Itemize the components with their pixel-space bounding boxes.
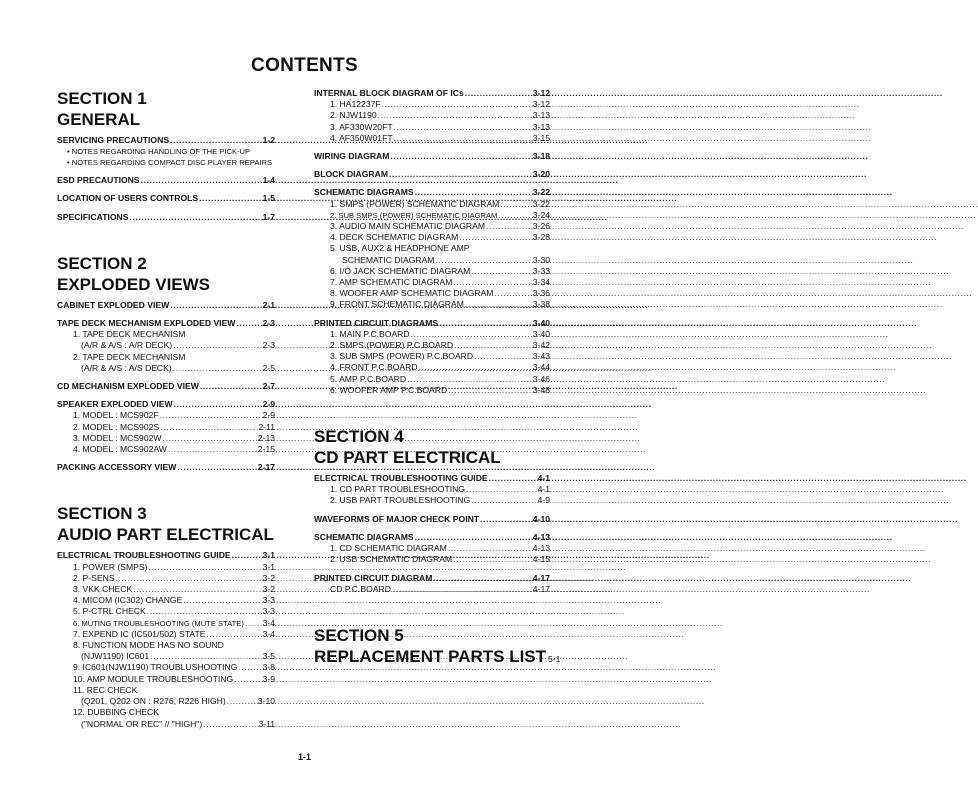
toc-sub-item-9[interactable]: 9. IC601(NJW1190) TROUBLUSHOOTING ..... 3-8 [57, 662, 275, 673]
toc-entry-servicing[interactable]: SERVICING PRECAUTIONS ..... 1-2 [57, 135, 275, 146]
section-5-heading: SECTION 5 [314, 625, 404, 645]
toc-entry-audio-troubleshooting[interactable]: ELECTRICAL TROUBLESHOOTING GUIDE ..... 3-1 [57, 550, 275, 561]
toc-entry-cd-schematic[interactable]: SCHEMATIC DIAGRAMS ..... 4-13 [314, 532, 550, 543]
page-title: CONTENTS [251, 55, 358, 76]
section-2-heading: SECTION 2 [57, 253, 147, 273]
toc-sub-cd-pcb[interactable]: CD P.C.BOARD ..... 4-17 [314, 584, 550, 595]
toc-sub-tape-2: 2. TAPE DECK MECHANISM [73, 351, 186, 362]
toc-sub-schematic-5: 5. USB, AUX2 & HEADPHONE AMP [330, 243, 470, 254]
toc-sub-model[interactable]: 3. MODEL : MCS902W ..... 2-13 [57, 433, 275, 444]
toc-entry-schematic[interactable]: SCHEMATIC DIAGRAMS ..... 3-22 [314, 187, 550, 198]
toc-sub-tape-1-deck[interactable]: (A/R & A/S : A/R DECK) ..... 2-3 [57, 340, 275, 351]
toc-sub-ic[interactable]: 3. AF330W20FT ..... 3-13 [314, 122, 550, 133]
toc-entry-block[interactable]: BLOCK DIAGRAM ..... 3-20 [314, 169, 550, 180]
toc-sub-ic[interactable]: 4. AF350W01FT ..... 3-15 [314, 133, 550, 144]
toc-sub-item[interactable]: 5. P-CTRL CHECK ..... 3-3 [57, 606, 275, 617]
toc-sub-item-8: 8. FUNCTION MODE HAS NO SOUND [73, 640, 224, 651]
toc-sub-schematic-5-detail[interactable]: SCHEMATIC DIAGRAM ..... 3-30 [314, 255, 550, 266]
toc-sub-pcb[interactable]: 3. SUB SMPS (POWER) P.C.BOARD ..... 3-43 [314, 351, 550, 362]
toc-entry-tape-deck[interactable]: TAPE DECK MECHANISM EXPLODED VIEW ..... 2-3 [57, 318, 275, 329]
section-3-title: AUDIO PART ELECTRICAL [57, 525, 274, 545]
toc-entry-internal-block[interactable]: INTERNAL BLOCK DIAGRAM OF ICs ..... 3-12 [314, 88, 550, 99]
toc-sub-schematic[interactable]: 4. DECK SCHEMATIC DIAGRAM ..... 3-28 [314, 232, 550, 243]
toc-note-pickup: • NOTES REGARDING HANDLING OF THE PICK-UP [67, 147, 251, 157]
toc-entry-printed-circuit[interactable]: PRINTED CIRCUIT DIAGRAMS ..... 3-40 [314, 318, 550, 329]
toc-sub-item[interactable]: 6. MUTING TROUBLESHOOTING (MUTE STATE) ..... 3-4 [57, 618, 275, 629]
left-column [57, 88, 275, 730]
toc-sub-pcb[interactable]: 5. AMP P.C.BOARD ..... 3-46 [314, 374, 550, 385]
toc-sub-item[interactable]: 7. EXPEND IC (IC501/502) STATE ..... 3-4 [57, 629, 275, 640]
toc-sub-item-8-ic[interactable]: (NJW1190) IC601 ..... 3-5 [57, 651, 275, 662]
toc-sub-schematic[interactable]: 3. AUDIO MAIN SCHEMATIC DIAGRAM ..... 3-26 [314, 221, 550, 232]
toc-sub-model[interactable]: 2. MODEL : MCS902S ..... 2-11 [57, 422, 275, 433]
toc-sub-ic[interactable]: 1. HA12237F ..... 3-12 [314, 99, 550, 110]
toc-entry-cd-troubleshooting[interactable]: ELECTRICAL TROUBLESHOOTING GUIDE ..... 4-1 [314, 473, 550, 484]
toc-sub-schematic[interactable]: 6. I/O JACK SCHEMATIC DIAGRAM ..... 3-33 [314, 266, 550, 277]
toc-sub-tape-1: 1. TAPE DECK MECHANISM [73, 329, 186, 340]
toc-entry-location[interactable]: LOCATION OF USERS CONTROLS ..... 1-5 [57, 193, 275, 204]
toc-sub-item-11-detail[interactable]: (Q201, Q202 ON : R276, R226 HIGH) ..... 3-10 [57, 696, 275, 707]
page-number: 1-1 [297, 752, 311, 762]
toc-sub-item[interactable]: 4. MICOM (IC302) CHANGE ..... 3-3 [57, 595, 275, 606]
right-column [314, 88, 561, 667]
toc-sub-item[interactable]: 2. P-SENS ..... 3-2 [57, 573, 275, 584]
toc-sub-schematic[interactable]: 1. SMPS (POWER) SCHEMATIC DIAGRAM ..... 3-22 [314, 199, 550, 210]
toc-entry-waveforms[interactable]: WAVEFORMS OF MAJOR CHECK POINT ..... 4-10 [314, 514, 550, 525]
toc-entry-cd-mechanism[interactable]: CD MECHANISM EXPLODED VIEW ..... 2-7 [57, 381, 275, 392]
section-4-title: CD PART ELECTRICAL [314, 448, 501, 468]
toc-sub-ic[interactable]: 2. NJW1190 ..... 3-13 [314, 110, 550, 121]
toc-sub-schematic[interactable]: 7. AMP SCHEMATIC DIAGRAM ..... 3-34 [314, 277, 550, 288]
toc-sub-item-11: 11. REC CHECK [73, 684, 138, 695]
section-2-title: EXPLODED VIEWS [57, 274, 211, 294]
toc-sub-item[interactable]: 1. CD PART TROUBLESHOOTING ..... 4-1 [314, 484, 550, 495]
toc-note-cd-repairs: • NOTES REGARDING COMPACT DISC PLAYER REPAIRS [67, 158, 273, 168]
section-4-heading: SECTION 4 [314, 427, 404, 447]
section-3-heading: SECTION 3 [57, 504, 147, 524]
toc-sub-item[interactable]: 2. USB PART TROUBLESHOOTING ..... 4-9 [314, 495, 550, 506]
toc-entry-cabinet[interactable]: CABINET EXPLODED VIEW ..... 2-1 [57, 300, 275, 311]
toc-sub-item[interactable]: 1. CD SCHEMATIC DIAGRAM ..... 4-13 [314, 543, 550, 554]
toc-sub-model[interactable]: 4. MODEL : MCS902AW ..... 2-15 [57, 444, 275, 455]
toc-sub-item[interactable]: 2. USB SCHEMATIC DIAGRAM ..... 4-15 [314, 554, 550, 565]
toc-entry-specifications[interactable]: SPECIFICATIONS ..... 1-7 [57, 212, 275, 223]
toc-sub-item[interactable]: 1. POWER (SMPS) ..... 3-1 [57, 562, 275, 573]
toc-entry-replacement-parts[interactable]: REPLACEMENT PARTS LIST 5-1 [314, 646, 561, 666]
toc-entry-speaker[interactable]: SPEAKER EXPLODED VIEW ..... 2-9 [57, 399, 275, 410]
toc-sub-item-10[interactable]: 10. AMP MODULE TROUBLESHOOTING ..... 3-9 [57, 674, 275, 685]
toc-sub-item[interactable]: 3. VKK CHECK ..... 3-2 [57, 584, 275, 595]
toc-entry-wiring[interactable]: WIRING DIAGRAM ..... 3-18 [314, 151, 550, 162]
toc-entry-esd[interactable]: ESD PRECAUTIONS ..... 1-4 [57, 175, 275, 186]
section-1-title: GENERAL [57, 110, 141, 129]
toc-entry-packing[interactable]: PACKING ACCESSORY VIEW ..... 2-17 [57, 462, 275, 473]
toc-sub-schematic[interactable]: 2. SUB SMPS (POWER) SCHEMATIC DIAGRAM ..... 3-24 [314, 210, 550, 221]
toc-sub-pcb[interactable]: 4. FRONT P.C.BOARD ..... 3-44 [314, 362, 550, 373]
toc-sub-schematic[interactable]: 8. WOOFER AMP SCHEMATIC DIAGRAM ..... 3-36 [314, 288, 550, 299]
toc-sub-pcb[interactable]: 1. MAIN P.C.BOARD ..... 3-40 [314, 329, 550, 340]
toc-sub-pcb[interactable]: 2. SMPS (POWER) P.C.BOARD ..... 3-42 [314, 340, 550, 351]
toc-entry-cd-printed-circuit[interactable]: PRINTED CIRCUIT DIAGRAM ..... 4-17 [314, 573, 550, 584]
toc-sub-item-12: 12. DUBBING CHECK [73, 707, 159, 718]
toc-sub-item-12-detail[interactable]: ("NORMAL OR REC" // "HIGH") ..... 3-11 [57, 719, 275, 730]
toc-sub-schematic[interactable]: 9. FRONT SCHEMATIC DIAGRAM ..... 3-38 [314, 299, 550, 310]
section-1-heading: SECTION 1 [57, 89, 147, 108]
toc-sub-tape-2-deck[interactable]: (A/R & A/S : A/S DECK) ..... 2-5 [57, 363, 275, 374]
toc-sub-pcb[interactable]: 6. WOOFER AMP P.C.BOARD ..... 3-48 [314, 385, 550, 396]
toc-sub-model[interactable]: 1. MODEL : MCS902F ..... 2-9 [57, 410, 275, 421]
